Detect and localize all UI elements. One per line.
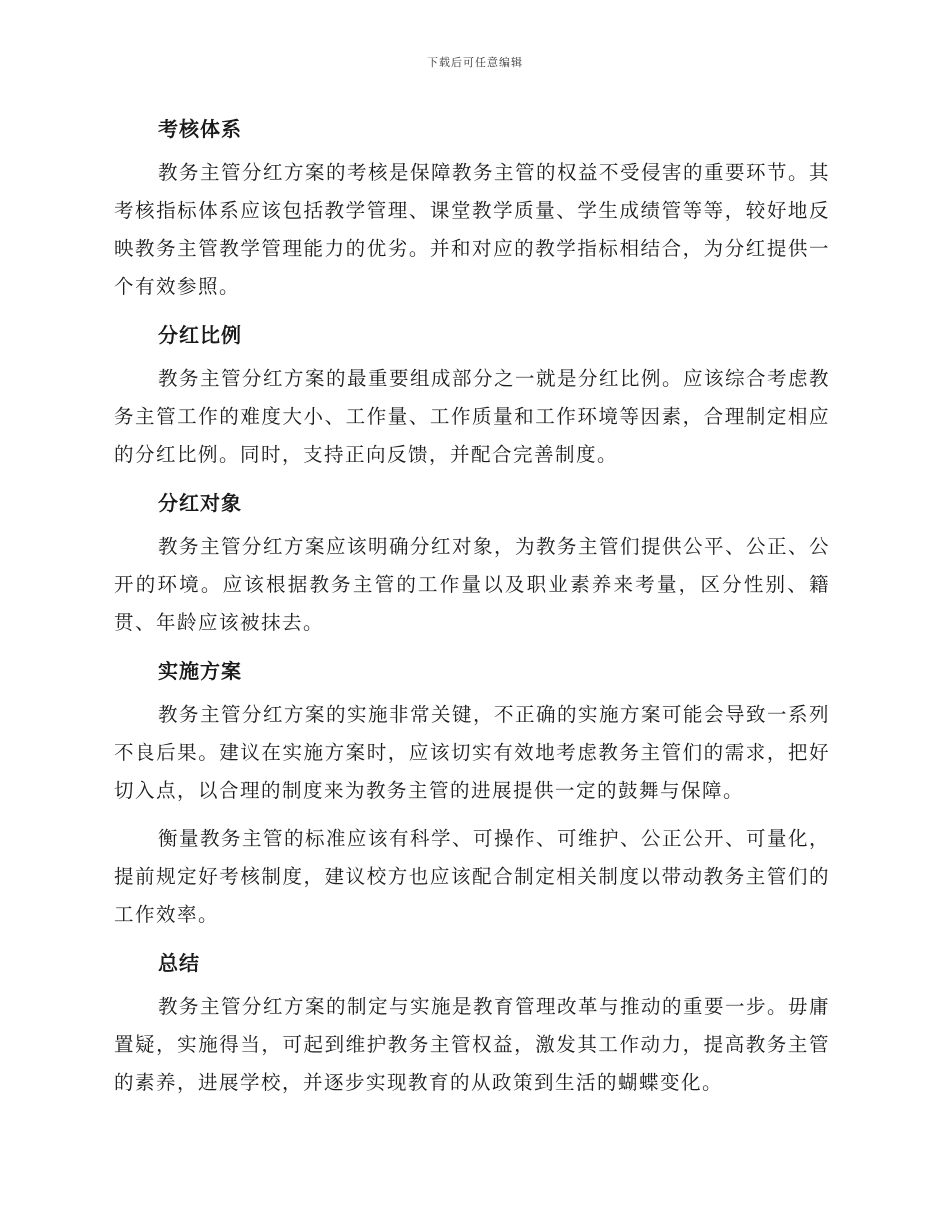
section-summary [114,944,830,1102]
section-heading: 实施方案 [158,659,242,683]
paragraph: 教务主管分红方案的制定与实施是教育管理改革与推动的重要一步。毋庸置疑，实施得当，可起到维护教务主管权益，激发其工作动力，提高教务主管的素养，进展学校，并逐步实现教育的从政策到生活的蝴蝶变化。 [114,995,831,1094]
document-body [114,110,830,1112]
section-implementation-plan [114,652,830,934]
section-heading: 考核体系 [158,117,242,141]
paragraph: 教务主管分红方案的实施非常关键，不正确的实施方案可能会导致一系列不良后果。建议在实施方案时，应该切实有效地考虑教务主管们的需求，把好切入点，以合理的制度来为教务主管的进展提供一定的鼓舞与保障。 [114,703,831,802]
section-dividend-recipients [114,484,830,642]
page-header: 下载后可任意编辑 [427,56,523,69]
section-dividend-ratio [114,316,830,474]
section-heading: 总结 [158,951,200,975]
paragraph: 教务主管分红方案的考核是保障教务主管的权益不受侵害的重要环节。其考核指标体系应该包括教学管理、课堂教学质量、学生成绩管等等，较好地反映教务主管教学管理能力的优劣。并和对应的教学指标相结合，为分红提供一个有效参照。 [114,161,831,298]
paragraph: 教务主管分红方案应该明确分红对象，为教务主管们提供公平、公正、公开的环境。应该根据教务主管的工作量以及职业素养来考量，区分性别、籍贯、年龄应该被抹去。 [114,535,831,634]
section-heading: 分红比例 [158,323,242,347]
section-heading: 分红对象 [158,491,242,515]
paragraph: 衡量教务主管的标准应该有科学、可操作、可维护、公正公开、可量化，提前规定好考核制度，建议校方也应该配合制定相关制度以带动教务主管们的工作效率。 [114,827,831,926]
section-assessment-system [114,110,830,306]
paragraph: 教务主管分红方案的最重要组成部分之一就是分红比例。应该综合考虑教务主管工作的难度大小、工作量、工作质量和工作环境等因素，合理制定相应的分红比例。同时，支持正向反馈，并配合完善制度。 [114,367,831,466]
